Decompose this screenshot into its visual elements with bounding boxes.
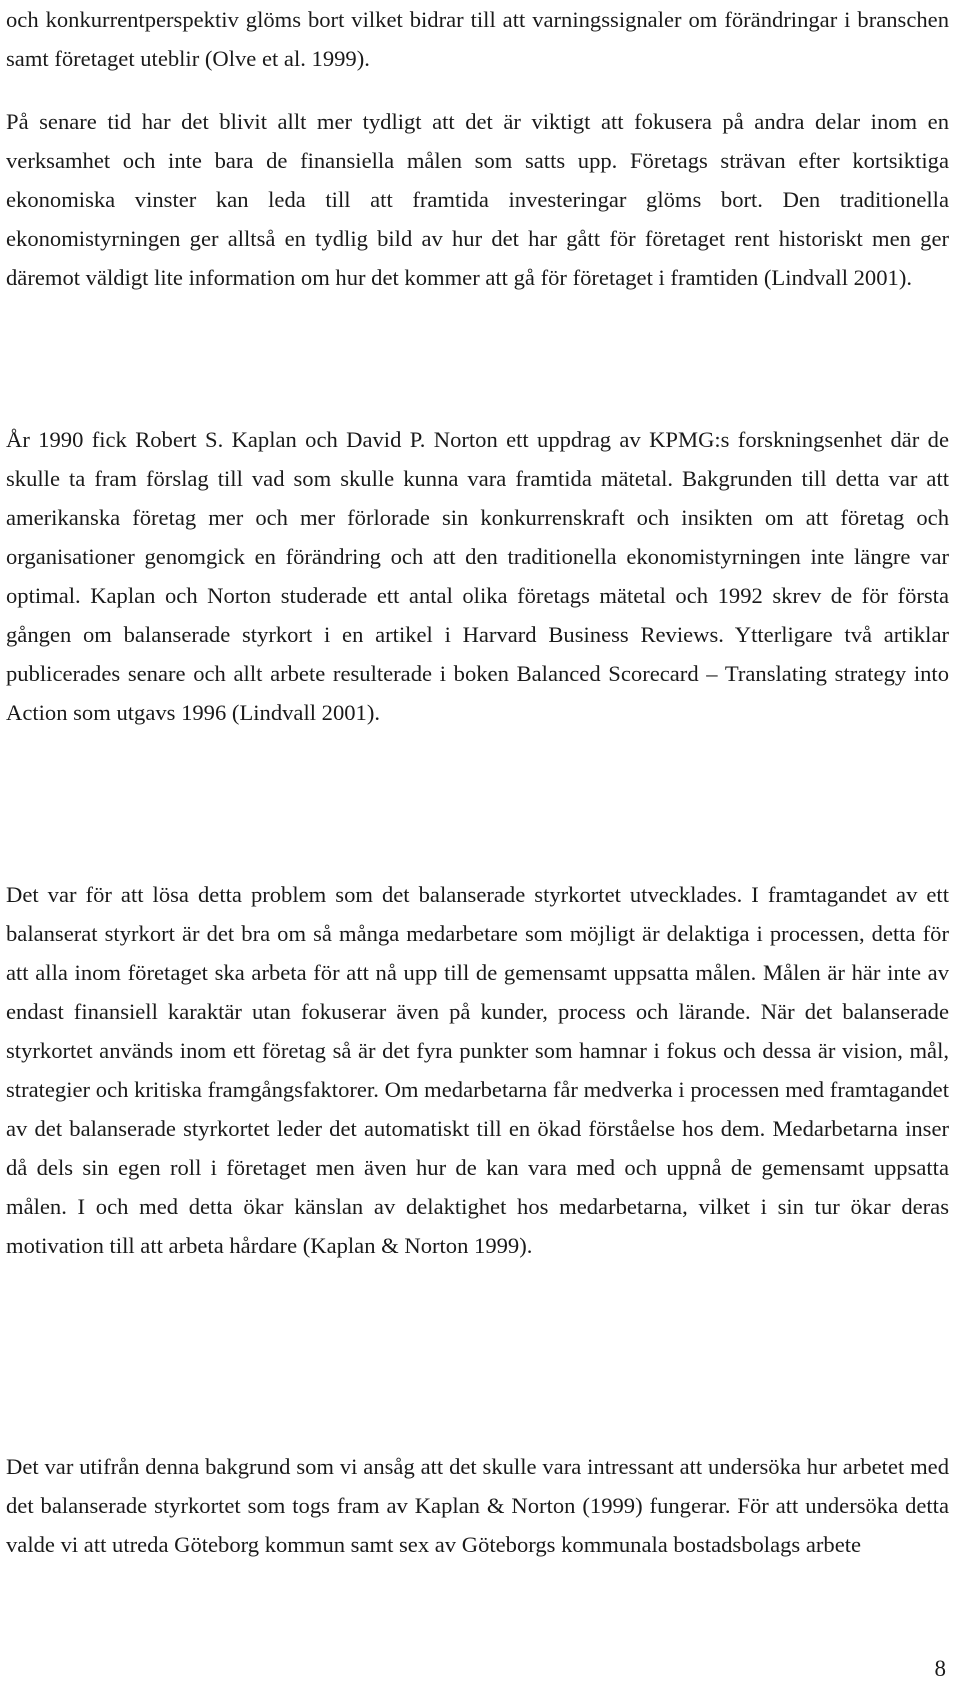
paragraph-group-1 xyxy=(6,0,949,297)
paragraph-study-purpose: Det var utifrån denna bakgrund som vi ansåg att det skulle vara intressant att undersöka hur arbetet med det balanserade styrkortet som togs fram av Kaplan & Norton (1999) fungerar. För att undersöka detta valde vi att utreda Göteborg kommun samt sex av Göteborgs kommunala bostadsbolags arbete xyxy=(6,1454,949,1557)
paragraph-continuation: och konkurrentperspektiv glöms bort vilket bidrar till att varningssignaler om förändringar i branschen samt företaget uteblir (Olve et al. 1999). xyxy=(6,7,949,71)
page-number: 8 xyxy=(934,1656,946,1681)
paragraph-balanced-scorecard: Det var för att lösa detta problem som det balanserade styrkortet utvecklades. I framtagandet av ett balanserat styrkort är det bra om så många medarbetare som möjligt är delaktiga i processen, detta för att alla inom företaget ska arbeta för att nå upp till de gemensamt uppsatta målen. Målen är här inte av endast finansiell karaktär utan fokuserar även på kunder, process och lärande. När det balanserade styrkortet används inom ett företag så är det fyra punkter som hamnar i fokus och dessa är vision, mål, strategier och kritiska framgångsfaktorer. Om medarbetarna får medverka i processen med framtagandet av det balanserade styrkortet leder det automatiskt till en ökad förståelse hos dem. Medarbetarna inser då dels sin egen roll i företaget men även hur de kan vara med och uppnå de gemensamt uppsatta målen. I och med detta ökar känslan av delaktighet hos medarbetarna, vilket i sin tur ökar deras motivation till att arbeta hårdare (Kaplan & Norton 1999). xyxy=(6,882,949,1258)
paragraph-group-3 xyxy=(6,875,949,1265)
paragraph-focus-areas: På senare tid har det blivit allt mer tydligt att det är viktigt att fokusera på andra delar inom en verksamhet och inte bara de finansiella målen som satts upp. Företags strävan efter kortsiktiga ekonomiska vinster kan leda till att framtida investeringar glöms bort. Den traditionella ekonomistyrningen ger alltså en tydlig bild av hur det har gått för företaget rent historiskt men ger däremot väldigt lite information om hur det kommer att gå för företaget i framtiden (Lindvall 2001). xyxy=(6,109,949,290)
paragraph-group-2 xyxy=(6,420,949,732)
paragraph-group-4 xyxy=(6,1447,949,1564)
paragraph-kaplan-norton-history: År 1990 fick Robert S. Kaplan och David P. Norton ett uppdrag av KPMG:s forskningsenhet där de skulle ta fram förslag till vad som skulle kunna vara framtida mätetal. Bakgrunden till detta var att amerikanska företag mer och mer förlorade sin konkurrenskraft och insikten om att företag och organisationer genomgick en förändring och att den traditionella ekonomistyrningen inte längre var optimal. Kaplan och Norton studerade ett antal olika företags mätetal och 1992 skrev de för första gången om balanserade styrkort i en artikel i Harvard Business Reviews. Ytterligare två artiklar publicerades senare och allt arbete resulterade i boken Balanced Scorecard – Translating strategy into Action som utgavs 1996 (Lindvall 2001). xyxy=(6,427,949,725)
